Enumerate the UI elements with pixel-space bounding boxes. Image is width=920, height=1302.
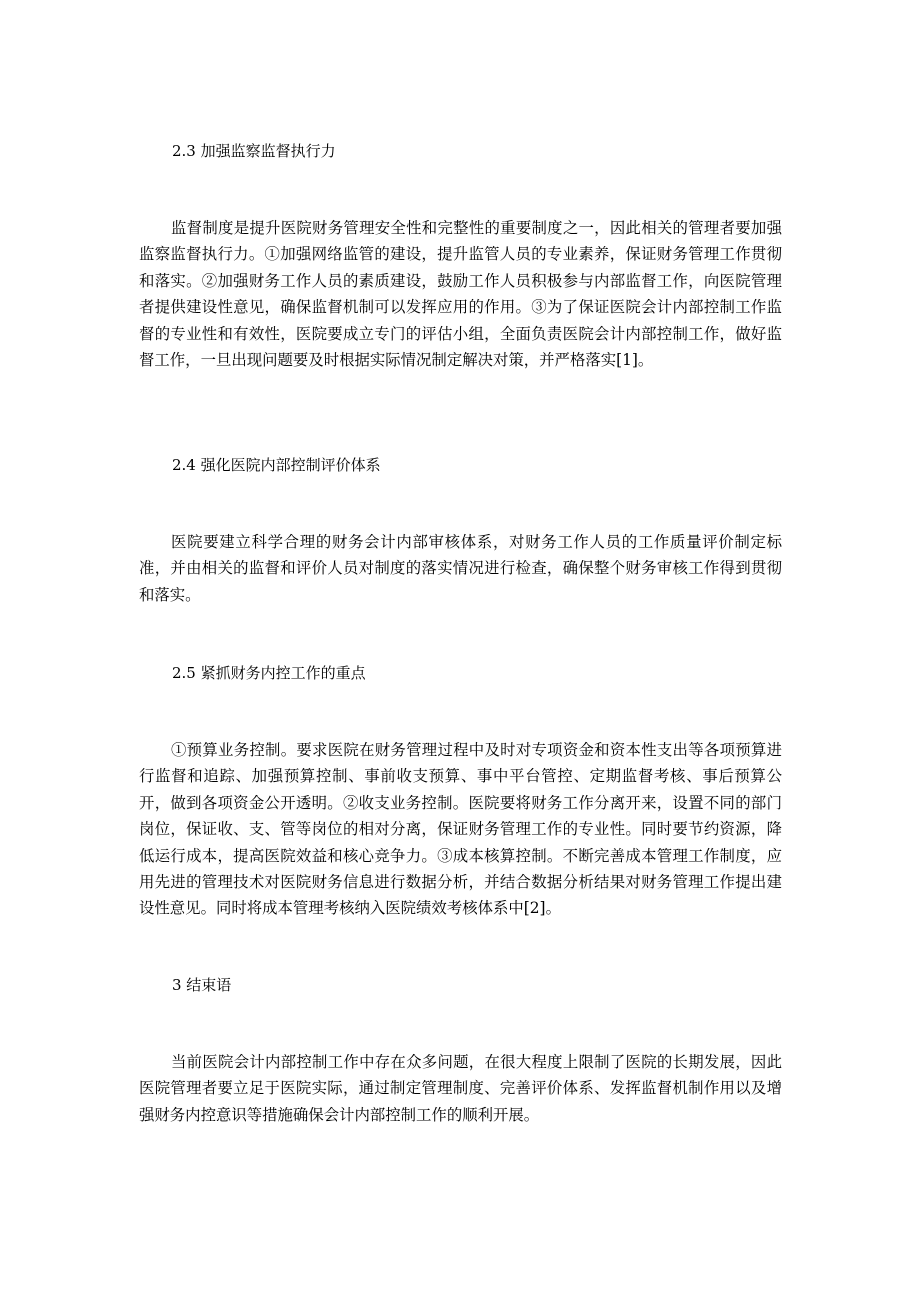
section-heading-2-3: 2.3 加强监察监督执行力 [172, 142, 336, 160]
section-body-2-5: ①预算业务控制。要求医院在财务管理过程中及时对专项资金和资本性支出等各项预算进行监督和追踪、加强预算控制、事前收支预算、事中平台管控、定期监督考核、事后预算公开，做到各项资金公开透明。②收支业务控制。医院要将财务工作分离开来，设置不同的部门岗位，保证收、支、管等岗位的相对分离，保证财务管理工作的专业性。同时要节约资源，降低运行成本，提高医院效益和核心竞争力。③成本核算控制。不断完善成本管理工作制度，应用先进的管理技术对医院财务信息进行数据分析，并结合数据分析结果对财务管理工作提出建设性意见。同时将成本管理考核纳入医院绩效考核体系中[2]。 [139, 741, 782, 918]
section-heading-2-5: 2.5 紧抓财务内控工作的重点 [172, 664, 366, 682]
section-body-3: 当前医院会计内部控制工作中存在众多问题，在很大程度上限制了医院的长期发展，因此医院管理者要立足于医院实际，通过制定管理制度、完善评价体系、发挥监督机制作用以及增强财务内控意识等措施确保会计内部控制工作的顺利开展。 [139, 1053, 782, 1124]
section-heading-3: 3 结束语 [172, 976, 232, 994]
section-heading-2-4: 2.4 强化医院内部控制评价体系 [172, 456, 381, 474]
section-body-2-4: 医院要建立科学合理的财务会计内部审核体系，对财务工作人员的工作质量评价制定标准，并由相关的监督和评价人员对制度的落实情况进行检查，确保整个财务审核工作得到贯彻和落实。 [139, 533, 782, 604]
section-body-2-3: 监督制度是提升医院财务管理安全性和完整性的重要制度之一，因此相关的管理者要加强监察监督执行力。①加强网络监管的建设，提升监管人员的专业素养，保证财务管理工作贯彻和落实。②加强财务工作人员的素质建设，鼓励工作人员积极参与内部监督工作，向医院管理者提供建设性意见，确保监督机制可以发挥应用的作用。③为了保证医院会计内部控制工作监督的专业性和有效性，医院要成立专门的评估小组，全面负责医院会计内部控制工作，做好监督工作，一旦出现问题要及时根据实际情况制定解决对策，并严格落实[1]。 [139, 219, 782, 370]
